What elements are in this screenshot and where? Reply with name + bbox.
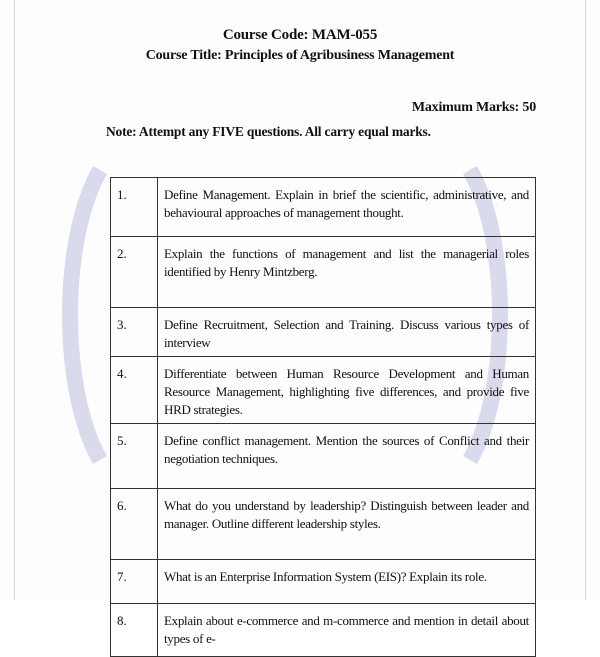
- table-row: [111, 560, 536, 604]
- question-number: 4.: [111, 357, 158, 424]
- table-row: [111, 604, 536, 657]
- maximum-marks: Maximum Marks: 50: [411, 100, 536, 115]
- table-row: [111, 178, 536, 237]
- question-number: 7.: [111, 560, 158, 604]
- question-number: 1.: [111, 178, 158, 237]
- question-number: 2.: [111, 237, 158, 308]
- page-border-left: [14, 0, 15, 600]
- question-text: Define conflict management. Mention the sources of Conflict and their negotiation techniques.: [158, 424, 536, 489]
- page-border-right: [585, 0, 586, 600]
- question-number: 5.: [111, 424, 158, 489]
- instructions-note: Note: Attempt any FIVE questions. All carry equal marks.: [106, 124, 431, 139]
- paper-header: [0, 24, 600, 66]
- question-text: Explain about e-commerce and m-commerce and mention in detail about types of e-: [158, 604, 536, 657]
- table-row: [111, 308, 536, 357]
- table-row: [111, 237, 536, 308]
- course-title: Course Title: Principles of Agribusiness Management: [145, 48, 455, 63]
- table-row: [111, 489, 536, 560]
- table-row: [111, 357, 536, 424]
- question-number: 3.: [111, 308, 158, 357]
- questions-table: [110, 177, 536, 657]
- question-text: What do you understand by leadership? Distinguish between leader and manager. Outline different leadership styles.: [158, 489, 536, 560]
- question-text: Define Recruitment, Selection and Training. Discuss various types of interview: [158, 308, 536, 357]
- course-code: Course Code: MAM-055: [222, 27, 378, 43]
- question-text: Explain the functions of management and list the managerial roles identified by Henry Mintzberg.: [158, 237, 536, 308]
- question-number: 6.: [111, 489, 158, 560]
- question-text: Differentiate between Human Resource Development and Human Resource Management, highlighting five differences, and provide five HRD strategies.: [158, 357, 536, 424]
- question-text: What is an Enterprise Information System (EIS)? Explain its role.: [158, 560, 536, 604]
- question-text: Define Management. Explain in brief the scientific, administrative, and behavioural approaches of management thought.: [158, 178, 536, 237]
- watermark-arc-left: [70, 170, 100, 460]
- table-row: [111, 424, 536, 489]
- question-number: 8.: [111, 604, 158, 657]
